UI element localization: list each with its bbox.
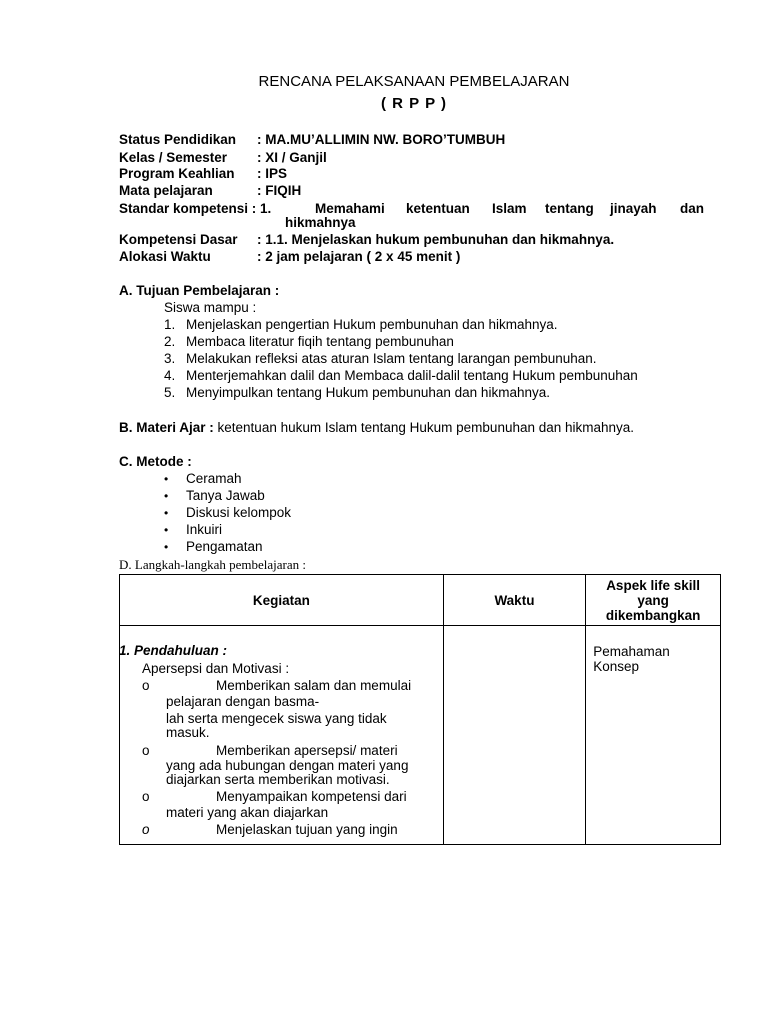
aspek-cell: [586, 626, 721, 845]
step-text: Memberikan salam dan memulai: [216, 678, 412, 693]
step-text: yang ada hubungan dengan materi yang: [166, 758, 409, 773]
list-text: Melakukan refleksi atas aturan Islam tentang larangan pembunuhan.: [186, 351, 597, 366]
bullet-icon: •: [164, 489, 169, 503]
sk-word: Islam: [492, 201, 527, 216]
circle-bullet-icon: o: [142, 789, 150, 804]
metode-heading: C. Metode :: [119, 454, 192, 469]
sk-word: dan: [680, 201, 705, 216]
step-text: pelajaran dengan basma-: [166, 694, 320, 709]
col-aspek-line: dikembangkan: [605, 607, 701, 623]
list-item: [164, 539, 263, 554]
circle-bullet-icon: o: [142, 822, 150, 837]
list-number: 5.: [164, 385, 176, 400]
materi-line: [119, 420, 634, 435]
col-aspek-line: yang: [637, 592, 669, 608]
mapel-value: : FIQIH: [257, 183, 302, 198]
list-item: [164, 522, 222, 537]
step-text: masuk.: [166, 725, 210, 740]
list-text: Ceramah: [186, 471, 242, 486]
step-text: lah serta mengecek siswa yang tidak: [166, 711, 387, 726]
table-header-row: [120, 575, 721, 626]
sk-line2: hikmahnya: [285, 215, 356, 230]
status-label: Status Pendidikan: [119, 132, 237, 147]
kelas-label: Kelas / Semester: [119, 150, 228, 165]
document-subtitle: ( R P P ): [381, 95, 447, 112]
tujuan-heading: A. Tujuan Pembelajaran :: [119, 283, 280, 298]
step-text: diajarkan serta memberikan motivasi.: [166, 772, 390, 787]
list-text: Menterjemahkan dalil dan Membaca dalil-dalil tentang Hukum pembunuhan: [186, 368, 638, 383]
sk-word: jinayah: [610, 201, 657, 216]
kegiatan-cell: [120, 626, 444, 845]
list-text: Diskusi kelompok: [186, 505, 292, 520]
list-text: Tanya Jawab: [186, 488, 265, 503]
pendahuluan-heading: 1. Pendahuluan :: [119, 643, 228, 658]
list-text: Pengamatan: [186, 539, 263, 554]
program-value: : IPS: [257, 166, 288, 181]
list-item: [164, 351, 597, 366]
step-text: Menyampaikan kompetensi dari: [216, 789, 407, 804]
apersepsi-label: Apersepsi dan Motivasi :: [142, 661, 290, 676]
waktu-label: Alokasi Waktu: [119, 249, 211, 264]
list-item: [164, 488, 265, 503]
sk-word: tentang: [545, 201, 594, 216]
list-number: 2.: [164, 334, 176, 349]
materi-text: ketentuan hukum Islam tentang Hukum pembunuhan dan hikmahnya.: [213, 420, 635, 435]
langkah-table: [119, 574, 721, 845]
aspek-text: [586, 626, 720, 674]
circle-bullet-icon: o: [142, 678, 150, 693]
bullet-icon: •: [164, 472, 169, 486]
list-number: 3.: [164, 351, 176, 366]
list-number: 1.: [164, 317, 176, 332]
list-text: Menyimpulkan tentang Hukum pembunuhan dan hikmahnya.: [186, 385, 550, 400]
list-item: [164, 505, 291, 520]
list-item: [164, 471, 242, 486]
materi-heading: B. Materi Ajar :: [119, 420, 214, 435]
list-text: Membaca literatur fiqih tentang pembunuhan: [186, 334, 454, 349]
step-text: Menjelaskan tujuan yang ingin: [216, 822, 398, 837]
step-text: Memberikan apersepsi/ materi: [216, 743, 398, 758]
list-number: 4.: [164, 368, 176, 383]
table-row: [120, 626, 721, 845]
bullet-icon: •: [164, 523, 169, 537]
col-waktu: Waktu: [443, 575, 586, 626]
waktu-value: : 2 jam pelajaran ( 2 x 45 menit ): [257, 249, 461, 264]
mapel-label: Mata pelajaran: [119, 183, 213, 198]
list-text: Menjelaskan pengertian Hukum pembunuhan dan hikmahnya.: [186, 317, 558, 332]
sk-label: Standar kompetensi : 1.: [119, 201, 272, 216]
col-kegiatan: Kegiatan: [120, 575, 444, 626]
waktu-cell: [443, 626, 586, 845]
step-text: materi yang akan diajarkan: [166, 805, 329, 820]
status-value: : MA.MU’ALLIMIN NW. BORO’TUMBUH: [257, 132, 506, 147]
langkah-heading: D. Langkah-langkah pembelajaran :: [119, 557, 306, 572]
tujuan-intro: Siswa mampu :: [164, 300, 257, 315]
document-title: RENCANA PELAKSANAAN PEMBELAJARAN: [258, 73, 570, 90]
list-item: [164, 368, 638, 383]
sk-word: Memahami: [315, 201, 385, 216]
list-text: Inkuiri: [186, 522, 223, 537]
list-item: [164, 317, 558, 332]
program-label: Program Keahlian: [119, 166, 235, 181]
bullet-icon: •: [164, 506, 169, 520]
list-item: [164, 334, 454, 349]
col-aspek-line: Aspek life skill: [606, 577, 700, 593]
kd-label: Kompetensi Dasar: [119, 232, 238, 247]
list-item: [164, 385, 550, 400]
col-aspek: [586, 575, 721, 626]
sk-word: ketentuan: [406, 201, 470, 216]
aspek-line: Konsep: [593, 659, 639, 674]
aspek-line: Pemahaman: [593, 644, 670, 659]
kd-value: : 1.1. Menjelaskan hukum pembunuhan dan hikmahnya.: [257, 232, 615, 247]
kelas-value: : XI / Ganjil: [257, 150, 327, 165]
circle-bullet-icon: o: [142, 743, 150, 758]
bullet-icon: •: [164, 540, 169, 554]
